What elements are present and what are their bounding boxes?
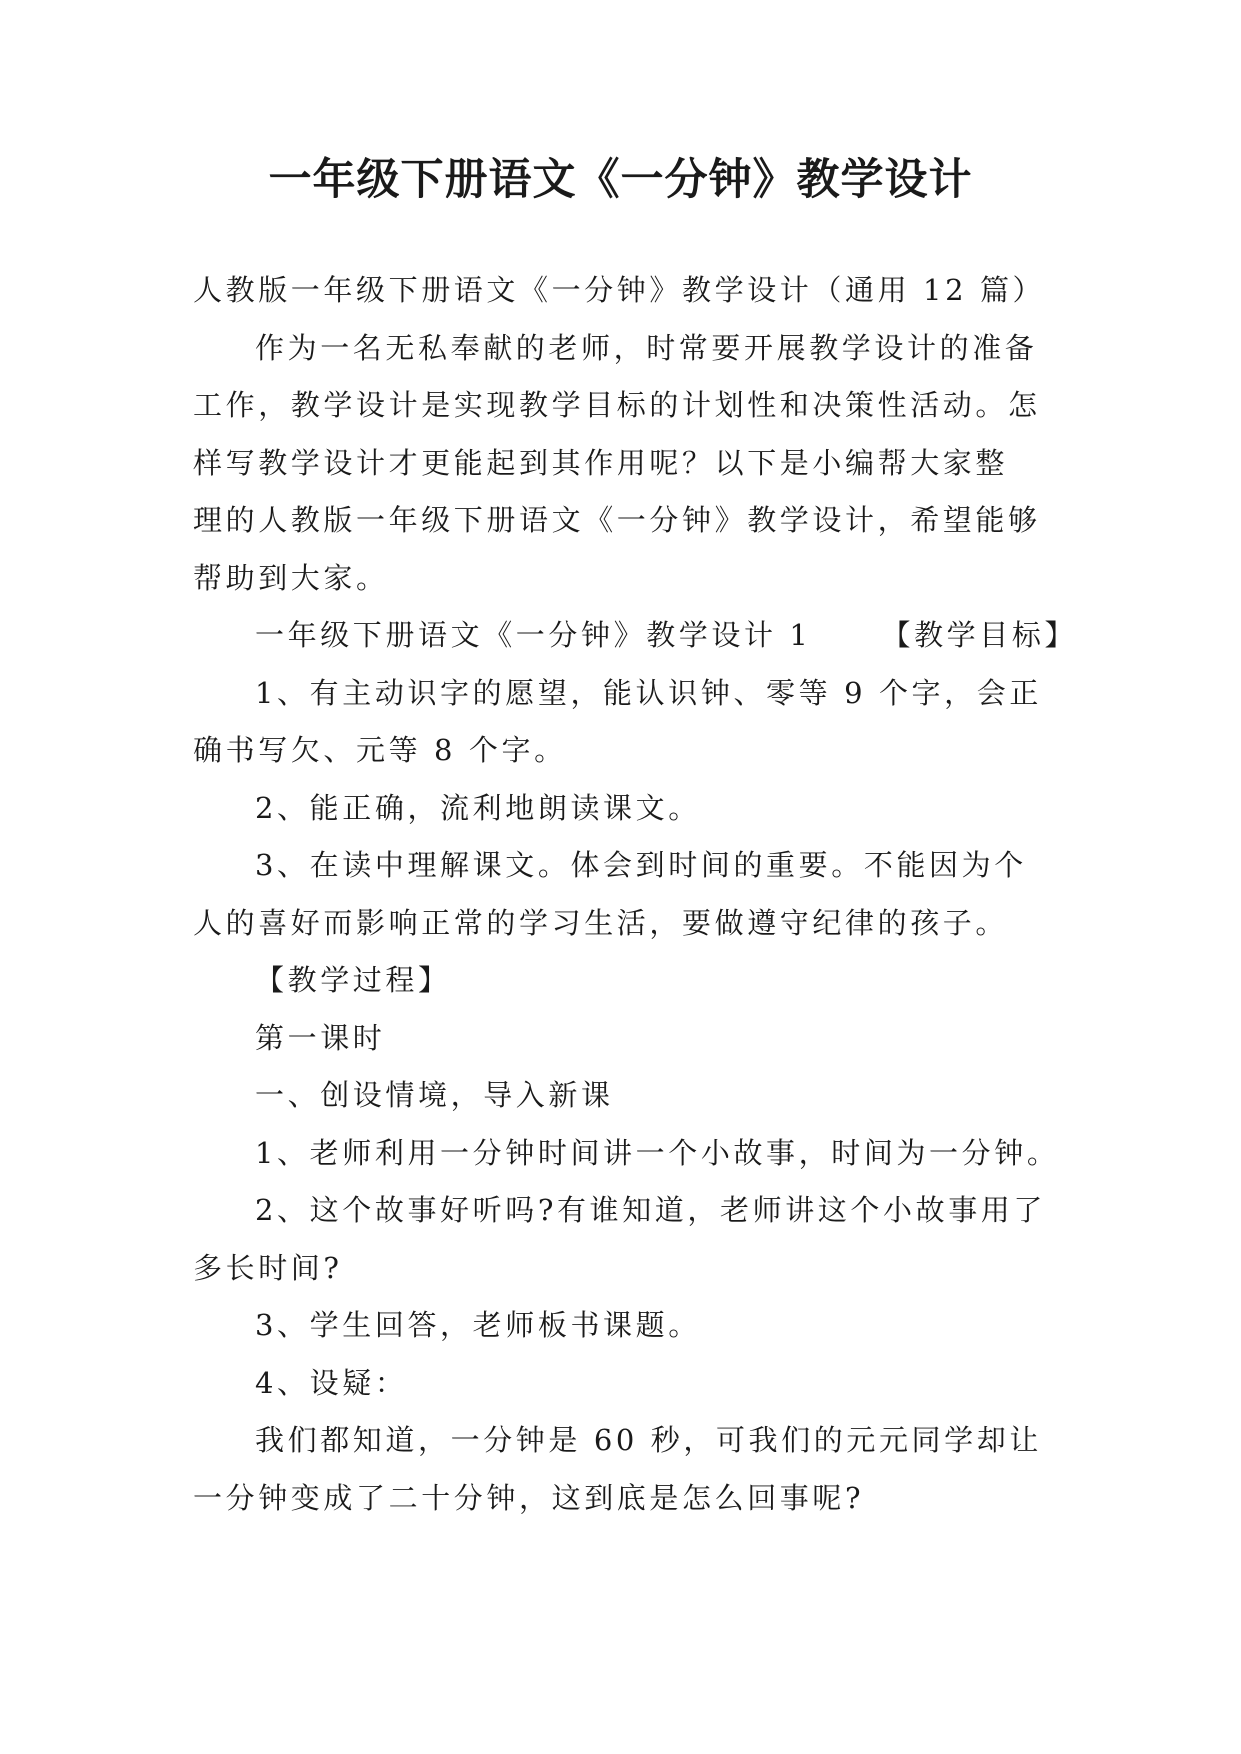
paragraph-line: 人教版一年级下册语文《一分钟》教学设计（通用 12 篇）	[193, 273, 1046, 307]
paragraph-line: 人的喜好而影响正常的学习生活，要做遵守纪律的孩子。	[193, 905, 1009, 940]
paragraph-line: 2、能正确，流利地朗读课文。	[255, 790, 701, 825]
document-body	[193, 262, 1078, 1527]
paragraph-line: 3、在读中理解课文。体会到时间的重要。不能因为个	[255, 848, 1027, 882]
paragraph-line: 作为一名无私奉献的老师，时常要开展教学设计的准备	[255, 330, 1038, 365]
paragraph-line: 2、这个故事好听吗?有谁知道，老师讲这个小故事用了	[255, 1193, 1046, 1227]
paragraph-line: 确书写欠、元等 8 个字。	[193, 733, 567, 767]
paragraph-line: 多长时间?	[193, 1250, 343, 1285]
paragraph-line: 样写教学设计才更能起到其作用呢？以下是小编帮大家整	[193, 445, 1009, 480]
paragraph-line: 一、创设情境，导入新课	[255, 1078, 614, 1112]
section-label: 【教学过程】	[255, 963, 451, 997]
document-title: 一年级下册语文《一分钟》教学设计	[268, 155, 973, 205]
paragraph-line: 1、老师利用一分钟时间讲一个小故事，时间为一分钟。	[255, 1135, 1060, 1170]
paragraph-line: 我们都知道，一分钟是 60 秒，可我们的元元同学却让	[255, 1423, 1042, 1457]
section-heading-line	[193, 607, 1078, 665]
paragraph-line: 工作，教学设计是实现教学目标的计划性和决策性活动。怎	[193, 388, 1041, 422]
paragraph-line: 理的人教版一年级下册语文《一分钟》教学设计，希望能够	[193, 503, 1041, 537]
paragraph-line: 1、有主动识字的愿望，能认识钟、零等 9 个字，会正	[255, 675, 1042, 710]
paragraph-line: 4、设疑：	[255, 1365, 408, 1400]
section-label: 【教学目标】	[881, 618, 1078, 652]
paragraph-line: 一分钟变成了二十分钟，这到底是怎么回事呢?	[193, 1480, 865, 1515]
paragraph-line: 3、学生回答，老师板书课题。	[255, 1308, 701, 1342]
paragraph-line: 第一课时	[255, 1020, 386, 1055]
paragraph-line: 帮助到大家。	[193, 560, 389, 595]
section-title: 一年级下册语文《一分钟》教学设计 1	[255, 618, 812, 652]
